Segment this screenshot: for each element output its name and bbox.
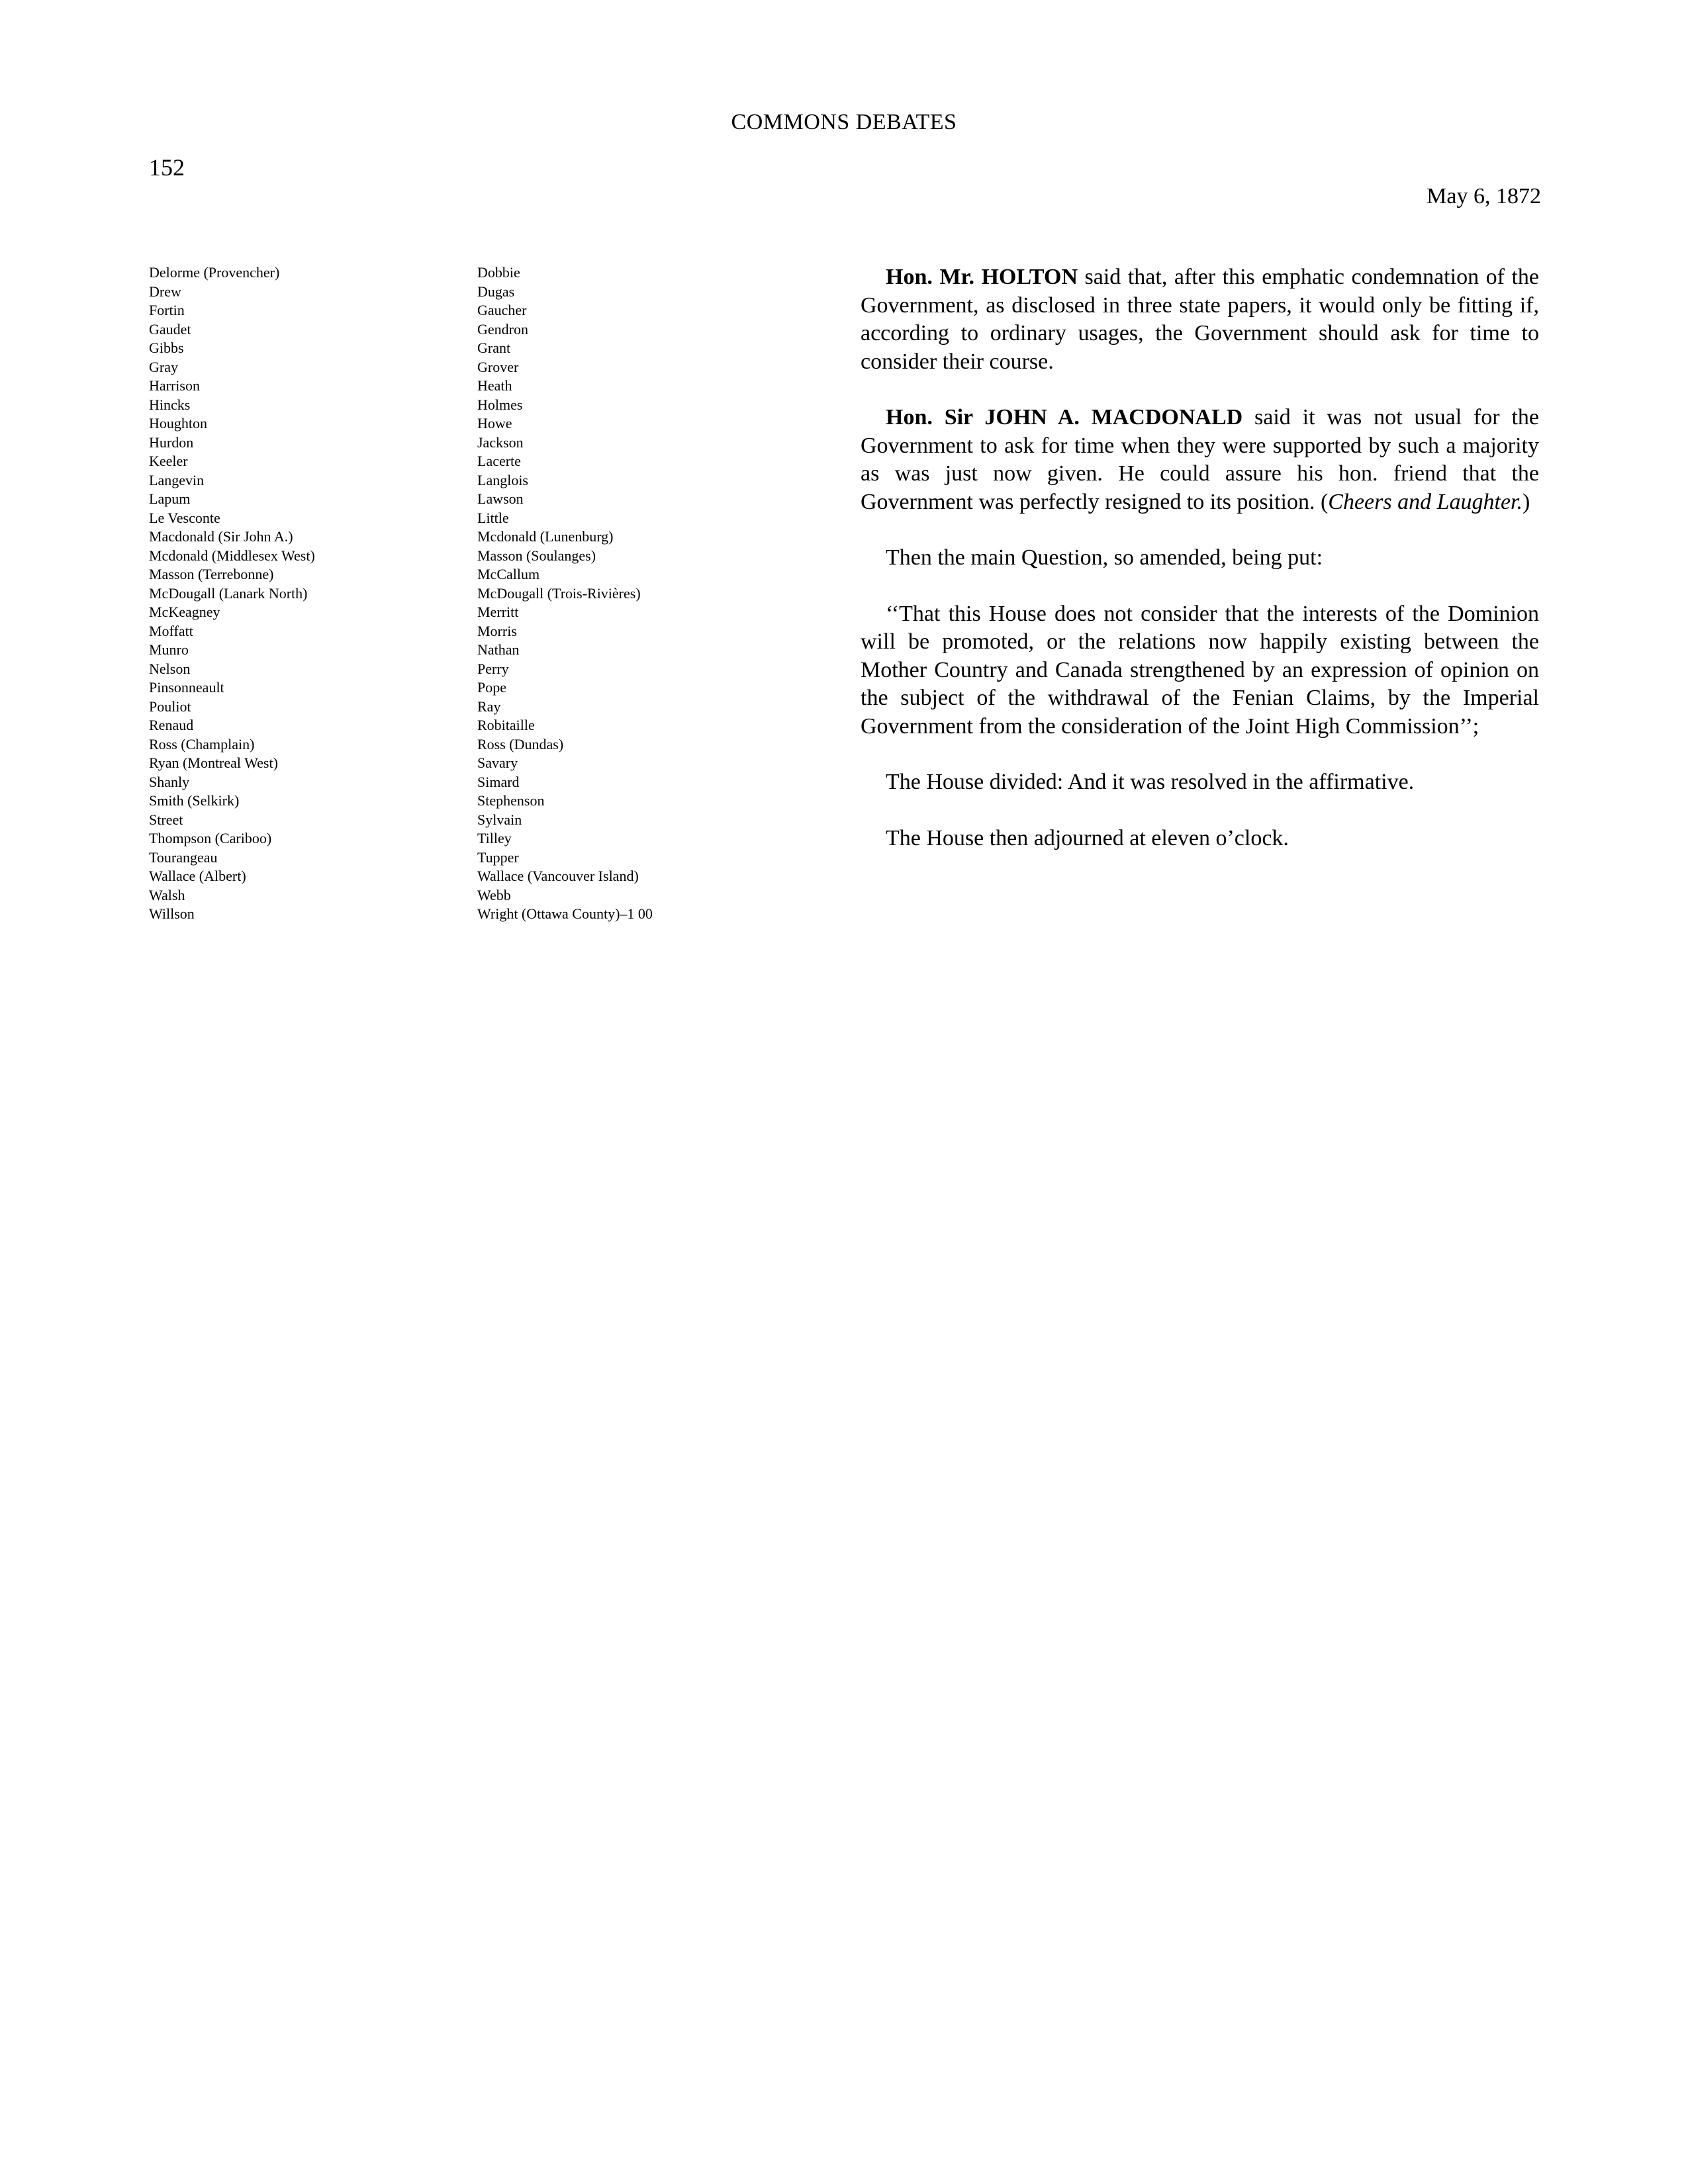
member-name: Savary (477, 754, 518, 771)
member-name: Renaud (149, 717, 194, 733)
member-name: Masson (Soulanges) (477, 547, 596, 564)
member-name: Morris (477, 622, 517, 639)
member-name: Pouliot (149, 698, 191, 715)
vote-names-left-column (149, 263, 453, 924)
member-name: Dugas (477, 283, 515, 300)
division-paragraph: The House divided: And it was resolved in the affirmative. (886, 770, 1415, 794)
member-name: Thompson (Cariboo) (149, 830, 272, 846)
member-name: Munro (149, 641, 189, 658)
member-name: McCallum (477, 566, 540, 582)
page-date: May 6, 1872 (1427, 184, 1541, 208)
member-name: Keeler (149, 453, 188, 469)
member-name: Holmes (477, 396, 523, 413)
member-name: Shanly (149, 773, 190, 790)
member-name: McDougall (Trois-Rivières) (477, 584, 641, 602)
member-name: Gaudet (149, 320, 191, 338)
member-name: Langlois (477, 471, 528, 488)
member-name: Ryan (Montreal West) (149, 754, 278, 771)
vote-names-right-column (477, 263, 848, 924)
member-name: Lacerte (477, 453, 521, 469)
member-name: Le Vesconte (149, 509, 220, 526)
member-name: Merritt (477, 604, 519, 620)
speaker-name: Hon. Mr. HOLTON (886, 265, 1078, 289)
member-name: Moffatt (149, 622, 193, 639)
member-name: Pinsonneault (149, 679, 224, 696)
member-name: McDougall (Lanark North) (149, 584, 308, 602)
member-name: Masson (Terrebonne) (149, 566, 274, 582)
member-name: Pope (477, 679, 506, 696)
speech-text: said that, after this emphatic condemnation of the Government, as disclosed in three state papers, it would only be fitting if, according to ordinary usages, the Government should ask for time to consider their course. (861, 265, 1539, 374)
member-name: Lapum (149, 490, 191, 507)
adjournment-paragraph: The House then adjourned at eleven o’clock. (886, 825, 1289, 850)
member-name: Drew (149, 283, 181, 300)
member-name: Dobbie (477, 264, 520, 281)
member-name: Grover (477, 358, 519, 375)
member-name: Howe (477, 415, 512, 432)
member-name: Mcdonald (Lunenburg) (477, 528, 614, 545)
member-name: Nathan (477, 641, 520, 658)
member-name: Macdonald (Sir John A.) (149, 528, 293, 545)
member-name: Webb (477, 886, 511, 903)
member-name: Wright (Ottawa County)–1 00 (477, 905, 653, 922)
member-name: Harrison (149, 377, 200, 394)
member-name: Tourangeau (149, 848, 218, 866)
member-name: Lawson (477, 490, 524, 507)
member-name: Nelson (149, 660, 191, 677)
member-name: Sylvain (477, 811, 522, 828)
member-name: Gray (149, 358, 178, 375)
page-number: 152 (149, 154, 185, 181)
member-name: Tupper (477, 848, 519, 866)
member-name: Wallace (Albert) (149, 868, 246, 884)
member-name: Tilley (477, 830, 512, 846)
member-name: Hurdon (149, 433, 194, 451)
member-name: Ross (Champlain) (149, 735, 255, 752)
member-name: Gibbs (149, 340, 184, 356)
member-name: Gaucher (477, 302, 527, 318)
debate-text-column (861, 263, 1539, 880)
member-name: Heath (477, 377, 512, 394)
speech-close: ) (1523, 489, 1530, 514)
member-name: Perry (477, 660, 509, 677)
member-name: Grant (477, 340, 511, 356)
member-name: Mcdonald (Middlesex West) (149, 547, 315, 564)
member-name: Langevin (149, 471, 205, 488)
member-name: Ross (Dundas) (477, 735, 564, 752)
page-title: COMMONS DEBATES (731, 110, 957, 134)
member-name: Walsh (149, 886, 185, 903)
member-name: Wallace (Vancouver Island) (477, 868, 639, 884)
member-name: Smith (Selkirk) (149, 792, 240, 809)
macdonald-paragraph (861, 404, 1539, 516)
reaction-text: Cheers and Laughter. (1328, 489, 1523, 514)
resolution-paragraph: ‘‘That this House does not consider that the interests of the Dominion will be promoted, or the relations now happily existing between the Mother Country and Canada strengthened by an expression of opinion on the subject of the withdrawal of the Fenian Claims, by the Imperial Government from the consideration of the Joint High Commission’’; (861, 601, 1539, 739)
member-name: McKeagney (149, 604, 220, 620)
speaker-name: Hon. Sir JOHN A. MACDONALD (886, 405, 1243, 430)
member-name: Little (477, 509, 509, 526)
member-name: Ray (477, 698, 501, 715)
member-name: Delorme (Provencher) (149, 264, 280, 281)
holton-paragraph (861, 263, 1539, 376)
member-name: Street (149, 811, 183, 828)
member-name: Gendron (477, 320, 528, 338)
speech-text: said it was not usual for the Government to ask for time when they were supported by such a majority as was just now given. He could assure his hon. friend that the Government was perfectly resigned to its position. ( (861, 405, 1539, 514)
member-name: Fortin (149, 302, 185, 318)
member-name: Jackson (477, 433, 524, 451)
member-name: Hincks (149, 396, 191, 413)
member-name: Houghton (149, 415, 207, 432)
member-name: Stephenson (477, 792, 545, 809)
member-name: Simard (477, 773, 520, 790)
main-question-paragraph: Then the main Question, so amended, being put: (886, 545, 1323, 570)
member-name: Robitaille (477, 717, 535, 733)
member-name: Willson (149, 905, 195, 922)
